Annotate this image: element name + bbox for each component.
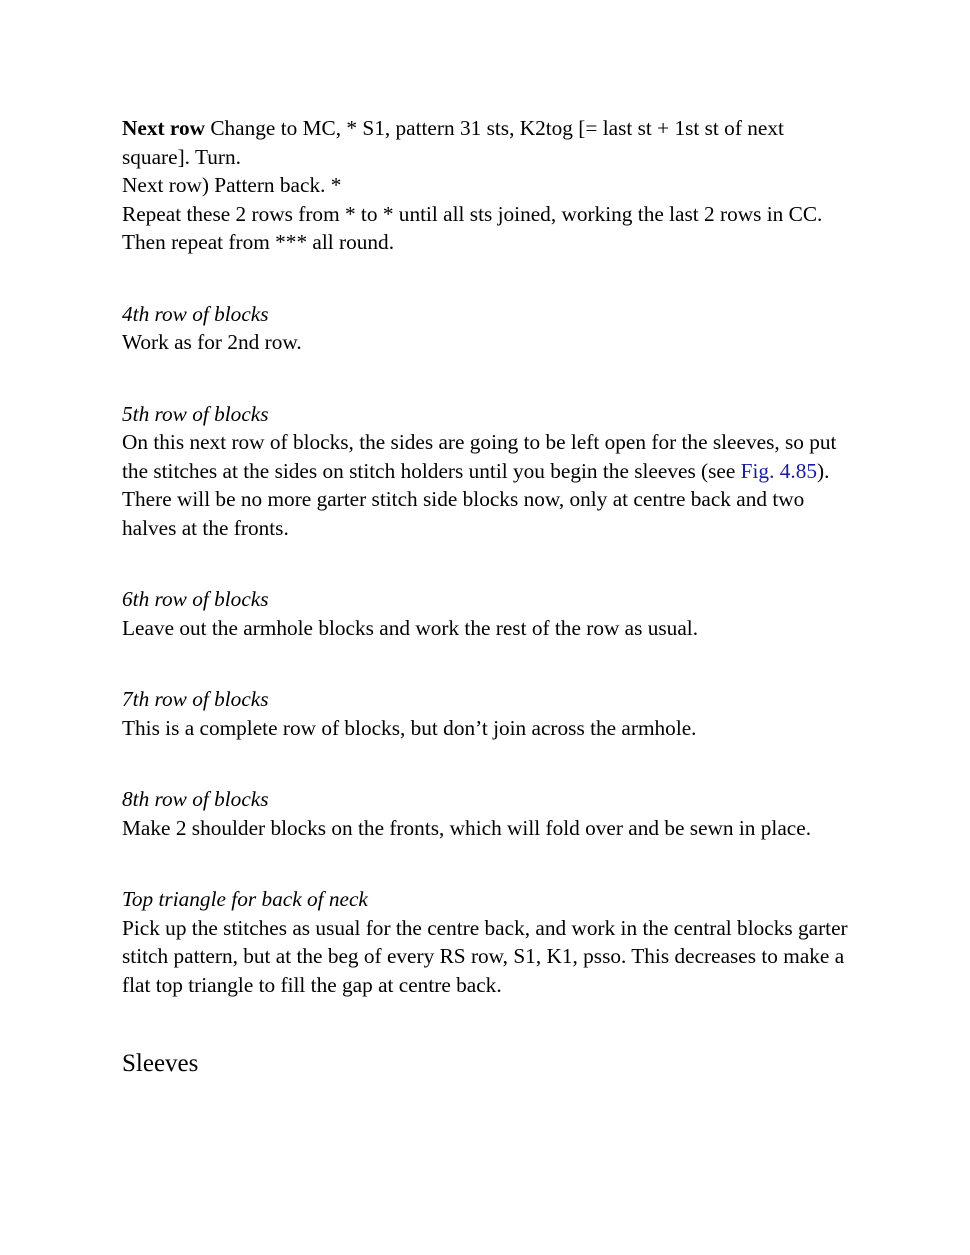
section-body: This is a complete row of blocks, but don’t join across the armhole. — [122, 715, 697, 740]
intro-paragraph-1 — [122, 114, 857, 171]
intro-paragraph-2: Next row) Pattern back. * — [122, 173, 342, 197]
section-title: 5th row of blocks — [122, 401, 269, 426]
section-body: Pick up the stitches as usual for the centre back, and work in the central blocks garter stitch pattern, but at the beg of every RS row, S1, K1, psso. This decreases to make a flat top triangle to fill the gap at centre back. — [122, 915, 848, 997]
section-top-triangle — [122, 885, 857, 999]
section-8th-row — [122, 785, 857, 842]
intro-block — [122, 114, 857, 257]
section-7th-row — [122, 685, 857, 742]
sleeves-heading: Sleeves — [122, 1050, 199, 1077]
section-body-pre: On this next row of blocks, the sides are going to be left open for the sleeves, so put the stitches at the sides on stitch holders until you begin the sleeves (see — [122, 430, 837, 483]
section-title: 4th row of blocks — [122, 301, 269, 326]
intro-paragraph-1-text: Change to MC, * S1, pattern 31 sts, K2tog [= last st + 1st st of next square]. Turn. — [122, 116, 784, 169]
section-4th-row — [122, 300, 857, 357]
section-body — [122, 428, 857, 542]
section-title: 6th row of blocks — [122, 587, 269, 611]
figure-link[interactable]: Fig. 4.85 — [740, 458, 817, 483]
intro-paragraph-3: Repeat these 2 rows from * to * until all sts joined, working the last 2 rows in CC. Then repeat from *** all round. — [122, 201, 823, 254]
section-5th-row — [122, 400, 857, 543]
document-page — [122, 114, 857, 1079]
section-body: Work as for 2nd row. — [122, 330, 302, 354]
section-title: Top triangle for back of neck — [122, 887, 368, 911]
section-title: 8th row of blocks — [122, 787, 269, 811]
next-row-label: Next row — [122, 116, 205, 140]
section-body: Make 2 shoulder blocks on the fronts, which will fold over and be sewn in place. — [122, 815, 812, 840]
section-body: Leave out the armhole blocks and work the rest of the row as usual. — [122, 615, 699, 640]
section-title: 7th row of blocks — [122, 687, 269, 711]
section-6th-row — [122, 585, 857, 642]
section-body-post: ). There will be no more garter stitch side blocks now, only at centre back and two halves at the fronts. — [122, 458, 830, 540]
